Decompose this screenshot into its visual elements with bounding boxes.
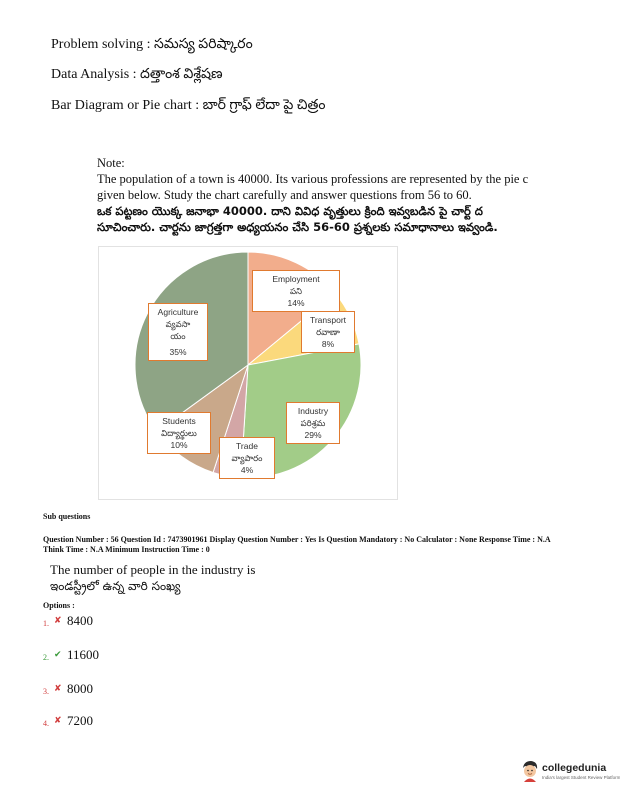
header-line-data-analysis: Data Analysis : దత్తాంశ విశ్లేషణ	[51, 67, 223, 82]
cross-icon: ✘	[54, 684, 62, 694]
label-agriculture	[148, 303, 208, 361]
question-text-english: The number of people in the industry is	[50, 562, 256, 577]
label-students	[147, 412, 211, 454]
option-2-number: 2.	[43, 653, 49, 662]
sub-questions-label: Sub questions	[43, 512, 91, 521]
label-trade-te: వ్యాపారం	[231, 453, 263, 463]
label-industry-pct: 29%	[304, 430, 322, 440]
label-trade	[219, 437, 275, 479]
label-agriculture-te-2: యం	[170, 331, 186, 341]
option-3-value: 8000	[67, 681, 93, 696]
collegedunia-logo	[520, 758, 620, 788]
question-note	[97, 155, 542, 235]
label-industry	[286, 402, 340, 444]
note-english-line-1: The population of a town is 40000. Its various professions are represented by the pie c	[97, 172, 529, 186]
cross-icon: ✘	[54, 716, 62, 726]
label-trade-pct: 4%	[240, 465, 254, 475]
label-transport-name: Transport	[309, 315, 347, 325]
label-transport-pct: 8%	[321, 339, 335, 349]
label-agriculture-te-1: వ్యవసా	[165, 319, 191, 329]
question-text	[50, 562, 255, 594]
option-1-number: 1.	[43, 619, 49, 628]
label-employment	[252, 270, 340, 312]
check-icon: ✔	[54, 650, 62, 660]
note-telugu-line-2: సూచించారు. చార్టను జాగ్రత్తగా అధ్యయనం చేసి 56-60 ప్రశ్నలకు సమాధానాలు ఇవ్వండి.	[97, 220, 498, 234]
label-agriculture-name: Agriculture	[157, 307, 199, 317]
label-industry-name: Industry	[297, 406, 329, 416]
label-trade-name: Trade	[236, 441, 258, 451]
note-english-line-2: given below. Study the chart carefully and answer questions from 56 to 60.	[97, 188, 472, 202]
pie-chart	[98, 246, 398, 500]
label-agriculture-pct: 35%	[169, 347, 187, 357]
label-industry-te: పరిశ్రమ	[300, 418, 326, 428]
label-students-te: విద్యార్థులు	[161, 428, 197, 438]
option-1-value: 8400	[67, 613, 93, 628]
label-employment-te: పని	[289, 286, 302, 296]
label-students-name: Students	[162, 416, 196, 426]
option-3-number: 3.	[43, 687, 49, 696]
option-2-value: 11600	[67, 647, 100, 662]
brand-name: collegedunia	[542, 762, 607, 774]
header-line-problem-solving: Problem solving : సమస్య పరిష్కారం	[51, 37, 253, 52]
note-title: Note:	[97, 156, 125, 170]
option-4-value: 7200	[67, 713, 93, 728]
option-4-number: 4.	[43, 719, 49, 728]
note-telugu-line-1: ఒక పట్టణం యొక్క జనాభా 40000. దాని వివిధ వృత్తులు క్రింది ఇవ్వబడిన పై చార్ట్ ద	[97, 204, 483, 218]
cross-icon: ✘	[54, 616, 62, 626]
brand-tagline: India's largest Student Review Platform	[542, 775, 620, 780]
label-students-pct: 10%	[170, 440, 188, 450]
question-meta: Question Number : 56 Question Id : 7473901961 Display Question Number : Yes Is Question Mandatory : No Calculator : None Response Time : N.A Think Time : N.A Minimum Instruction Time : 0	[43, 535, 551, 554]
label-employment-pct: 14%	[287, 298, 305, 308]
label-transport-te: రవాణా	[316, 327, 340, 337]
label-transport	[301, 311, 355, 353]
label-employment-name: Employment	[272, 274, 320, 284]
header-line-bar-pie: Bar Diagram or Pie chart : బార్ గ్రాఫ్ లేదా పై చిత్రం	[51, 98, 326, 113]
question-text-telugu: ఇండస్ట్రీలో ఉన్న వారి సంఖ్య	[50, 579, 181, 593]
options-label: Options :	[43, 601, 75, 610]
student-face-icon	[520, 760, 540, 782]
